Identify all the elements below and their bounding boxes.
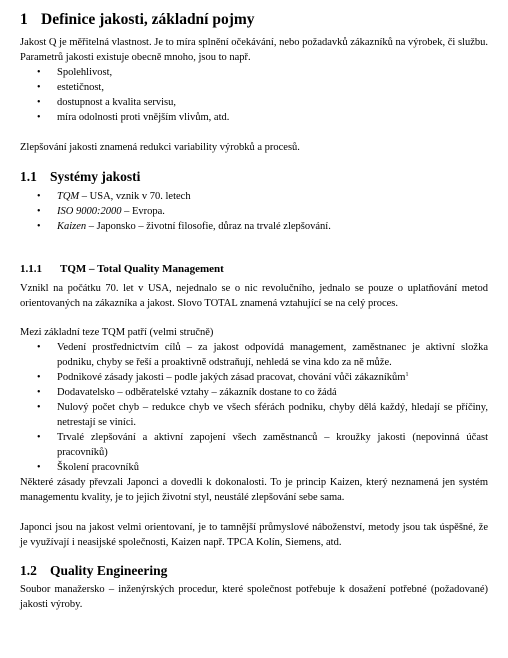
paragraph-kaizen: Některé zásady převzali Japonci a dovedli k dokonalosti. To je princip Kaizen, který neznamená jen systém managementu kvality, je to jejich životní styl, neustálé zlepšování sebe sama. [20,477,488,503]
heading-number: 1 [20,11,28,28]
term: ISO 9000:2000 [57,206,122,217]
list-item [20,189,488,204]
footnote-reference: 1 [405,372,409,378]
heading-title: Quality Engineering [50,563,168,578]
heading-title: Systémy jakosti [50,169,141,184]
heading-number: 1.1 [20,169,37,184]
paragraph-tqm-origin: Vznikl na počátku 70. let v USA, nejednalo se o nic revolučního, jednalo se pouze o uplatňování metod orientovaných na zákazníka a jakost. Slovo TOTAL znamená vztahující se na celý proces. [20,283,488,309]
list-item: • Dodavatelsko – odběratelské vztahy – zákazník dostane to co žádá [20,385,488,400]
paragraph-variability: Zlepšování jakosti znamená redukci variability výrobků a procesů. [20,142,300,153]
term-description: – Japonsko – životní filosofie, důraz na trvalé zlepšování. [86,221,331,232]
term-description: – USA, vznik v 70. letech [79,191,191,202]
document-page [20,10,488,612]
list-item [20,219,488,234]
term: Kaizen [57,221,87,232]
term-description: – Evropa. [121,206,165,217]
list-item: • Nulový počet chyb – redukce chyb ve všech sférách podniku, chyby dělá každý, hledají se příčiny, netrestají se viníci. [20,400,488,430]
paragraph-japan: Japonci jsou na jakost velmi orientovaní, je to tamnější průmyslové náboženství, metody jsou tak úspěšné, že je využívají i neasijské společnosti, Kaizen např. TPCA Kolín, Siemens, atd. [20,522,488,548]
list-item: • Trvalé zlepšování a aktivní zapojení všech zaměstnanců – kroužky jakosti (nepovinná účast pracovníků) [20,430,488,460]
list-tqm-theses [20,340,488,475]
list-quality-systems [20,189,488,234]
heading-title: Definice jakosti, základní pojmy [41,11,255,28]
paragraph-quality-engineering: Soubor manažersko – inženýrských procedur, které společnost potřebuje k dosažení potřebné (požadované) jakosti výroby. [20,584,488,610]
heading-number: 1.2 [20,563,37,578]
heading-title: TQM – Total Quality Management [60,263,224,275]
heading-section-1-1-1 [20,262,488,276]
term: TQM [57,191,80,202]
list-item-text: Podnikové zásady jakosti – podle jakých zásad pracovat, chování vůči zákazníkům [57,372,406,383]
heading-section-1 [20,10,488,30]
paragraph-intro: Jakost Q je měřitelná vlastnost. Je to míra splnění očekávání, nebo požadavků zákazníků na výrobek, či službu. Parametrů jakosti existuje obecně mnoho, jsou to např. [20,37,488,63]
heading-section-1-1 [20,168,488,185]
list-item: • Vedení prostřednictvím cílů – za jakost odpovídá management, zaměstnanec je aktivní složka podniku, chyby se řeší a proaktivně odstraňují, nehledá se vina kdo za ně může. [20,340,488,370]
paragraph-tqm-theses: Mezi základní teze TQM patří (velmi stručně) [20,327,214,338]
list-item [20,204,488,219]
list-item: • Spolehlivost, [20,65,488,80]
list-quality-parameters [20,65,488,125]
list-item: • Školení pracovníků [20,460,488,475]
list-item: • dostupnost a kvalita servisu, [20,95,488,110]
list-item [20,370,488,385]
list-item: • estetičnost, [20,80,488,95]
heading-number: 1.1.1 [20,263,42,275]
heading-section-1-2 [20,562,488,579]
list-item: • míra odolnosti proti vnějším vlivům, atd. [20,110,488,125]
